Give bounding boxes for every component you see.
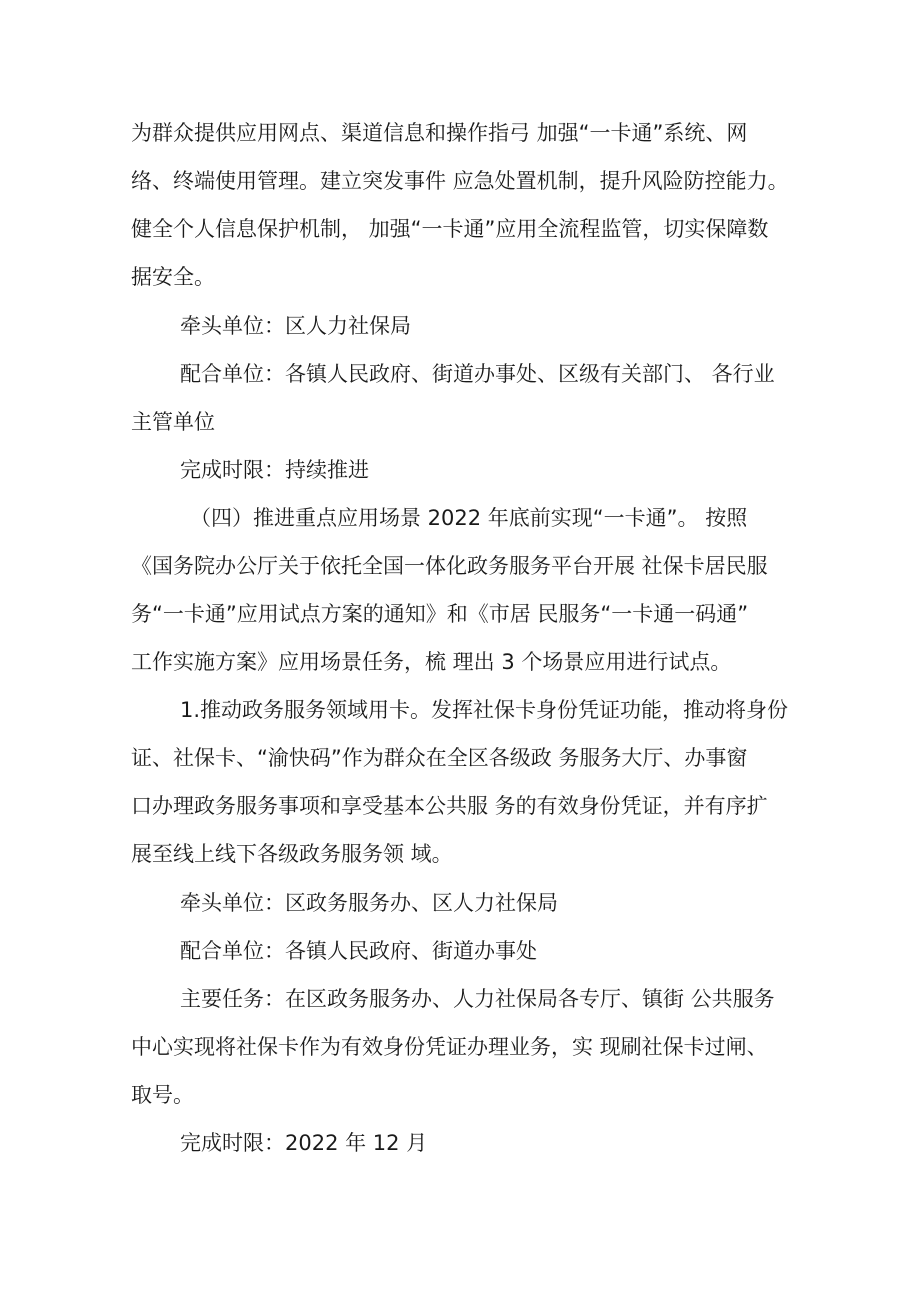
paragraph-line: 据安全。 bbox=[131, 265, 215, 289]
deadline-line: 完成时限：持续推进 bbox=[180, 458, 369, 482]
paragraph-line: 主管单位 bbox=[131, 410, 215, 434]
cooperating-unit-line: 配合单位：各镇人民政府、街道办事处 bbox=[180, 939, 537, 963]
paragraph-line: 务“一卡通”应用试点方案的通知》和《市居 民服务“一卡通一码通” bbox=[131, 602, 749, 626]
main-task-line: 主要任务：在区政务服务办、人力社保局各专厅、镇街 公共服务 bbox=[180, 987, 775, 1011]
cooperating-unit-line: 配合单位：各镇人民政府、街道办事处、区级有关部门、 各行业 bbox=[180, 362, 775, 386]
paragraph-line: 展至线上线下各级政务服务领 域。 bbox=[131, 842, 453, 866]
paragraph-line: 《国务院办公厅关于依托全国一体化政务服务平台开展 社保卡居民服 bbox=[131, 554, 768, 578]
paragraph-line: 取号。 bbox=[131, 1083, 194, 1107]
paragraph-line: 口办理政务服务事项和享受基本公共服 务的有效身份凭证，并有序扩 bbox=[131, 794, 768, 818]
paragraph-line: 中心实现将社保卡作为有效身份凭证办理业务，实 现刷社保卡过闸、 bbox=[131, 1035, 768, 1059]
paragraph-line: 为群众提供应用网点、渠道信息和操作指弓 加强“一卡通”系统、网 bbox=[131, 121, 748, 145]
paragraph-line: 工作实施方案》应用场景任务，梳 理出 3 个场景应用进行试点。 bbox=[131, 650, 732, 674]
section-heading: （四）推进重点应用场景 2022 年底前实现“一卡通”。 按照 bbox=[190, 506, 748, 530]
lead-unit-line: 牵头单位：区政务服务办、区人力社保局 bbox=[180, 891, 558, 915]
paragraph-line: 络、终端使用管理。建立突发事件 应急处置机制，提升风险防控能力。 bbox=[131, 169, 789, 193]
subsection-heading: 1.推动政务服务领域用卡。发挥社保卡身份凭证功能，推动将身份 bbox=[180, 698, 789, 722]
paragraph-line: 健全个人信息保护机制， 加强“一卡通”应用全流程监管，切实保障数 bbox=[131, 217, 769, 241]
deadline-line: 完成时限：2022 年 12 月 bbox=[180, 1131, 428, 1155]
paragraph-line: 证、社保卡、“渝快码”作为群众在全区各级政 务服务大厅、办事窗 bbox=[131, 746, 748, 770]
lead-unit-line: 牵头单位：区人力社保局 bbox=[180, 314, 411, 338]
